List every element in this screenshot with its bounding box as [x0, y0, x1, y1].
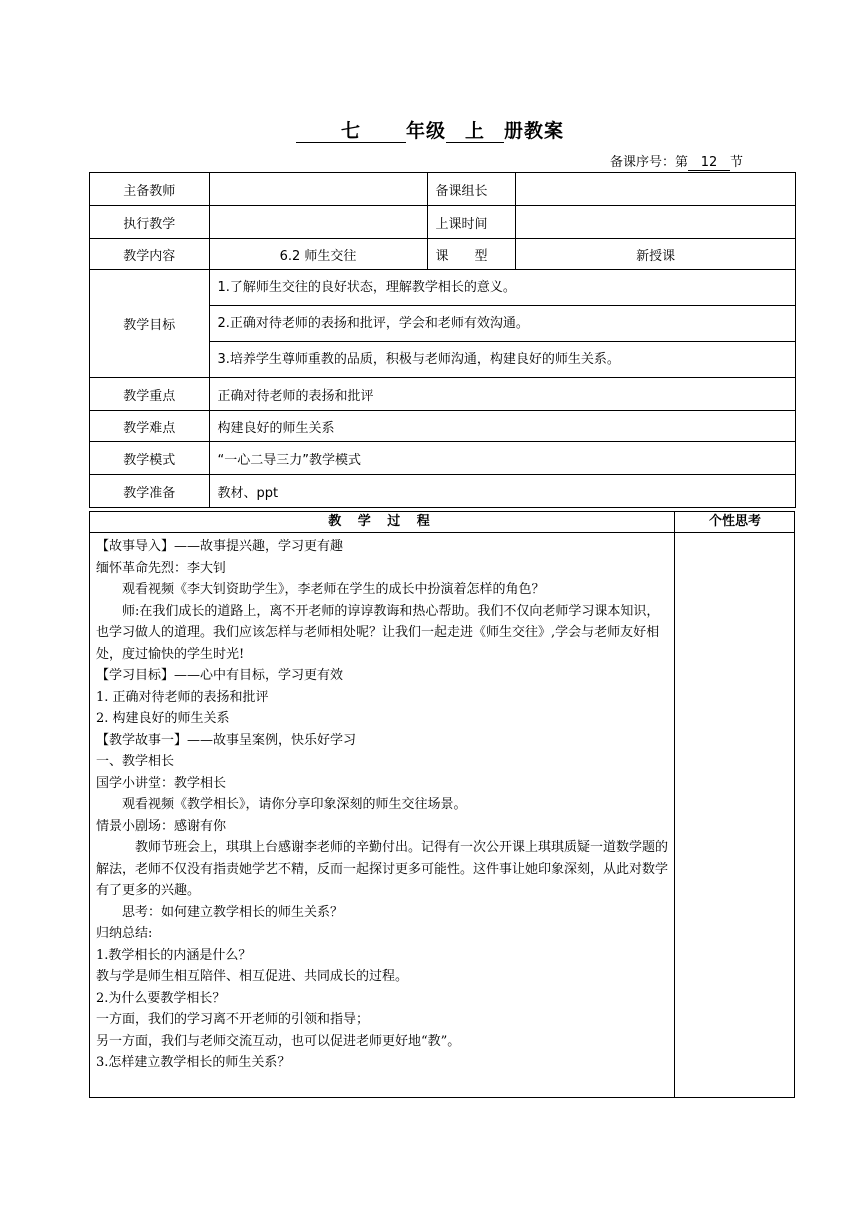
- text-line: 缅怀革命先烈：李大钊: [96, 560, 227, 576]
- teacher-label: 主备教师: [90, 173, 210, 206]
- objective-item: 1.了解师生交往的良好状态，理解教学相长的意义。: [210, 270, 796, 306]
- grade-value: 七: [296, 120, 406, 143]
- process-text: [96, 536, 670, 1074]
- lesson-number: [610, 151, 743, 171]
- text-line: 1. 正确对待老师的表扬和批评: [96, 689, 269, 705]
- lesson-prefix: 备课序号：第: [609, 155, 688, 170]
- teacher-value: [209, 173, 427, 206]
- text-line: 3.怎样建立教学相长的师生关系？: [96, 1055, 291, 1070]
- objective-item: 3.培养学生尊师重教的品质，积极与老师沟通，构建良好的师生关系。: [217, 352, 620, 367]
- column-divider: [674, 533, 675, 1097]
- text-line: 一、教学相长: [96, 754, 175, 769]
- exec-value: [209, 206, 427, 239]
- section-heading: 【教学故事一】——故事呈案例，快乐好学习: [96, 732, 357, 748]
- class-time-value: [516, 206, 796, 239]
- text-line: 2.为什么要教学相长？: [96, 990, 226, 1006]
- difficulty-value: 构建良好的师生关系: [209, 411, 796, 442]
- text-line: 2. 构建良好的师生关系: [96, 711, 230, 726]
- focus-label: 教学重点: [90, 378, 210, 411]
- group-leader-label: 备课组长: [427, 173, 516, 206]
- mode-value: “一心二导三力”教学模式: [209, 442, 796, 475]
- text-line: 教与学是师生相互陪伴、相互促进、共同成长的过程。: [96, 969, 409, 984]
- text-line: 观看视频《教学相长》，请你分享印象深刻的师生交往场景。: [122, 797, 467, 812]
- content-label: 教学内容: [90, 239, 210, 270]
- focus-value: 正确对待老师的表扬和批评: [209, 378, 796, 411]
- grade-suffix: 年级: [405, 120, 446, 142]
- personal-thoughts-heading: 个性思考: [674, 512, 795, 532]
- text-line: 师:在我们成长的道路上，离不开老师的谆谆教诲和热心帮助。我们不仅向老师学习课本知识，也学习做人的道理。我们应该怎样与老师相处呢？让我们一起走进《师生交往》,学会与老师友好相处，度过愉快的学生时光!: [96, 603, 660, 662]
- objectives-cell: [209, 270, 796, 378]
- type-label: 课 型: [427, 239, 516, 270]
- section-heading: 【学习目标】——心中有目标，学习更有效: [96, 668, 344, 683]
- text-line: 1.教学相长的内涵是什么？: [96, 947, 252, 963]
- lesson-info-table: [89, 172, 796, 508]
- process-header: [89, 511, 795, 533]
- page-title: [0, 116, 860, 143]
- process-heading: 教 学 过 程: [328, 514, 436, 529]
- text-line: 国学小讲堂：教学相长: [96, 775, 227, 791]
- text-line: 情景小剧场：感谢有你: [96, 818, 227, 834]
- prep-label: 教学准备: [90, 475, 210, 508]
- term-value: 上: [446, 120, 504, 143]
- content-value: 6.2 师生交往: [209, 239, 427, 270]
- objectives-label: 教学目标: [90, 270, 210, 378]
- exec-label: 执行教学: [90, 206, 210, 239]
- text-line: 观看视频《李大钊资助学生》，李老师在学生的成长中扮演着怎样的角色？: [122, 582, 545, 597]
- term-suffix: 册教案: [504, 120, 565, 142]
- section-heading: 【故事导入】——故事提兴趣，学习更有趣: [96, 539, 344, 554]
- text-line: 教师节班会上，琪琪上台感谢李老师的辛勤付出。记得有一次公开课上琪琪质疑一道数学题的解法，老师不仅没有指责她学艺不精，反而一起探讨更多可能性。这件事让她印象深刻，从此对数学有了更多的兴趣。: [96, 840, 669, 898]
- text-line: 另一方面，我们与老师交流互动，也可以促进老师更好地“教”。: [96, 1033, 461, 1049]
- lesson-number-value: 12: [688, 155, 730, 171]
- lesson-suffix: 节: [729, 155, 743, 170]
- prep-value: 教材、ppt: [209, 475, 796, 508]
- type-value: 新授课: [516, 239, 796, 270]
- group-leader-value: [516, 173, 796, 206]
- text-line: 一方面，我们的学习离不开老师的引领和指导；: [96, 1012, 370, 1027]
- mode-label: 教学模式: [90, 442, 210, 475]
- process-body: [89, 532, 795, 1098]
- objective-item: 2.正确对待老师的表扬和批评，学会和老师有效沟通。: [210, 306, 796, 342]
- difficulty-label: 教学难点: [90, 411, 210, 442]
- class-time-label: 上课时间: [427, 206, 516, 239]
- text-line: 归纳总结:: [96, 926, 153, 941]
- text-line: 思考：如何建立教学相长的师生关系？: [122, 904, 344, 920]
